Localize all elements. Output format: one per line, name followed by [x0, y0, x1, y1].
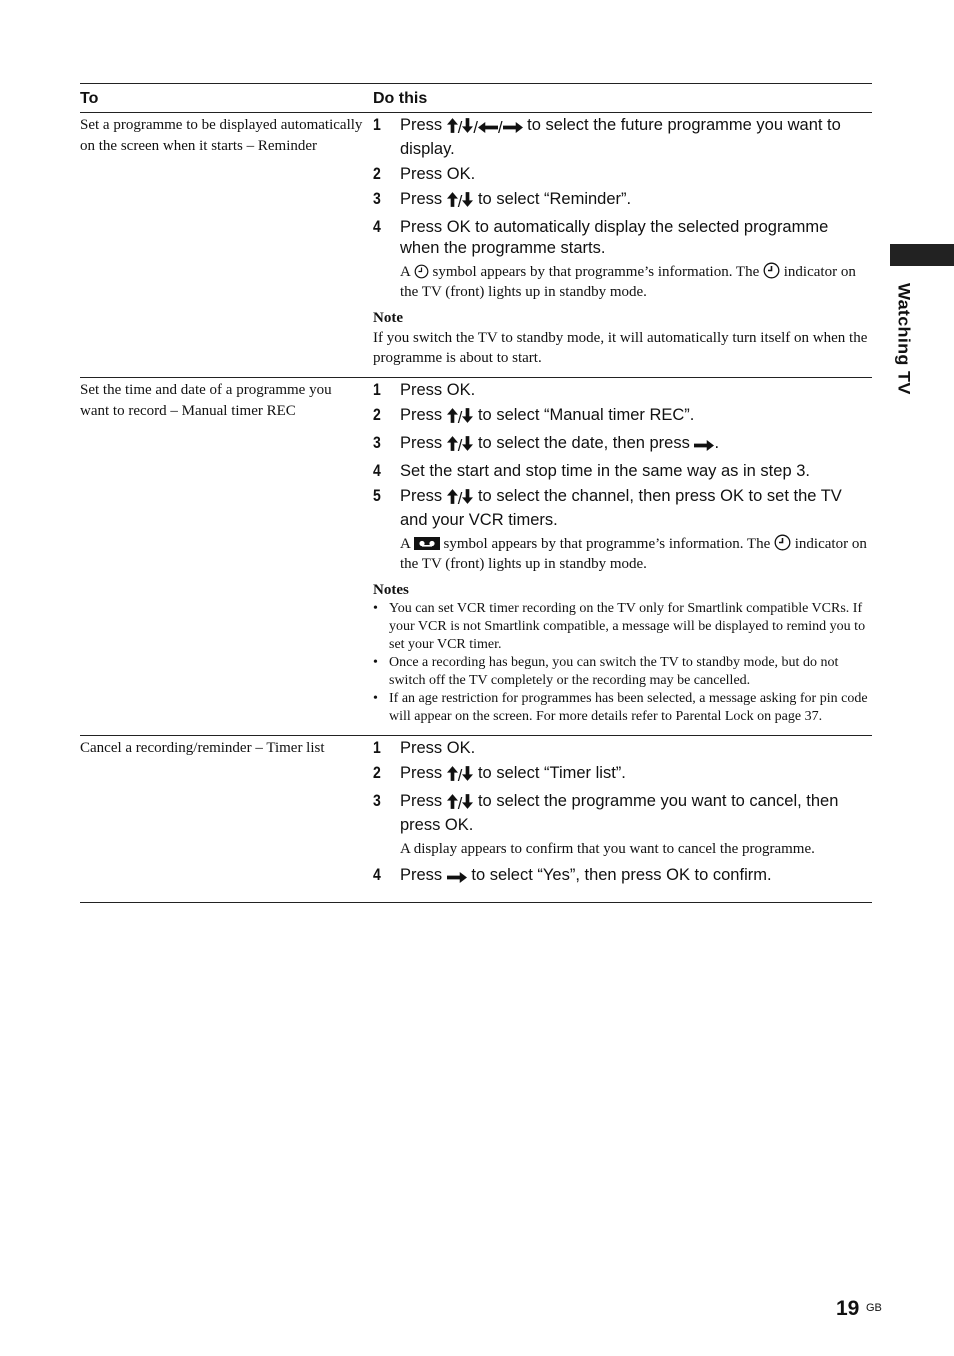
right-arrow-icon: [694, 436, 714, 457]
step: 3 Press / to select the date, then press .: [373, 434, 720, 455]
table-row: [80, 113, 872, 378]
page-suffix: GB: [866, 1302, 882, 1314]
step: 2 Press / to select “Timer list”.: [373, 764, 626, 785]
step: 5 Press / to select the channel, then press OK to set the TV and your VCR timers.: [373, 487, 842, 529]
table-row: [80, 378, 872, 736]
step: 4 Press OK to automatically display the selected programme when the programme starts.: [373, 218, 829, 257]
up-down-arrows-icon: /: [447, 489, 474, 510]
up-down-arrows-icon: /: [447, 408, 474, 429]
row-steps-manual-timer: [373, 378, 872, 736]
up-down-left-right-arrows-icon: / / /: [447, 118, 523, 139]
right-arrow-icon: [447, 868, 467, 889]
up-down-arrows-icon: /: [447, 436, 474, 457]
step: 4 Set the start and stop time in the same way as in step 3.: [373, 462, 810, 480]
vcr-icon: [414, 536, 440, 551]
page-number: 19: [836, 1297, 860, 1320]
row-task-manual-timer: Set the time and date of a programme you want to record – Manual timer REC: [80, 378, 373, 736]
column-header-to: To: [80, 84, 373, 113]
up-down-arrows-icon: /: [447, 766, 474, 787]
timer-indicator-icon: [774, 534, 791, 551]
step: 1 Press / / / to select the future programme you want to display.: [373, 116, 841, 158]
clock-icon: [414, 264, 429, 279]
notes-list: [373, 600, 872, 726]
row-steps-timer-list: [373, 736, 872, 903]
notes-heading: Notes: [373, 582, 409, 598]
step-detail: A display appears to confirm that you want to cancel the programme.: [400, 841, 815, 857]
step: 1 Press OK.: [373, 381, 476, 399]
step-detail: A symbol appears by that programme’s information. The indicator on the TV (front) lights up in standby mode.: [400, 536, 867, 572]
step: 2 Press OK.: [373, 165, 476, 183]
timer-indicator-icon: [763, 262, 780, 279]
up-down-arrows-icon: /: [447, 794, 474, 815]
step: 2 Press / to select “Manual timer REC”.: [373, 406, 695, 427]
note-heading: Note: [373, 310, 403, 326]
step-detail: A symbol appears by that programme’s information. The indicator on the TV (front) lights up in standby mode.: [400, 264, 856, 300]
timer-table: [80, 83, 872, 903]
table-row: [80, 736, 872, 903]
note-text: If you switch the TV to standby mode, it will automatically turn itself on when the programme is about to start.: [373, 330, 868, 366]
list-item: • Once a recording has begun, you can switch the TV to standby mode, but do not switch off the TV completely or the recording may be cancelled.: [373, 655, 839, 688]
section-label: Watching TV: [894, 283, 913, 395]
table-header-row: [80, 84, 872, 113]
up-down-arrows-icon: /: [447, 192, 474, 213]
list-item: • You can set VCR timer recording on the TV only for Smartlink compatible VCRs. If your VCR is not Smartlink compatible, a message will be displayed to remind you to set your VCR timer.: [373, 601, 866, 652]
step: 4 Press to select “Yes”, then press OK to confirm.: [373, 865, 872, 889]
row-steps-reminder: [373, 113, 872, 378]
list-item: • If an age restriction for programmes has been selected, a message asking for pin code will appear on the screen. For more details refer to Parental Lock on page 37.: [373, 691, 868, 724]
column-header-do: Do this: [373, 84, 872, 113]
step: 1 Press OK.: [373, 739, 476, 757]
step: 3 Press / to select the programme you want to cancel, then press OK.: [373, 792, 839, 834]
row-task-timer-list: Cancel a recording/reminder – Timer list: [80, 736, 373, 903]
row-task-reminder: Set a programme to be displayed automatically on the screen when it starts – Reminder: [80, 113, 373, 378]
section-tab-marker: [890, 244, 954, 266]
step: 3 Press / to select “Reminder”.: [373, 190, 632, 211]
